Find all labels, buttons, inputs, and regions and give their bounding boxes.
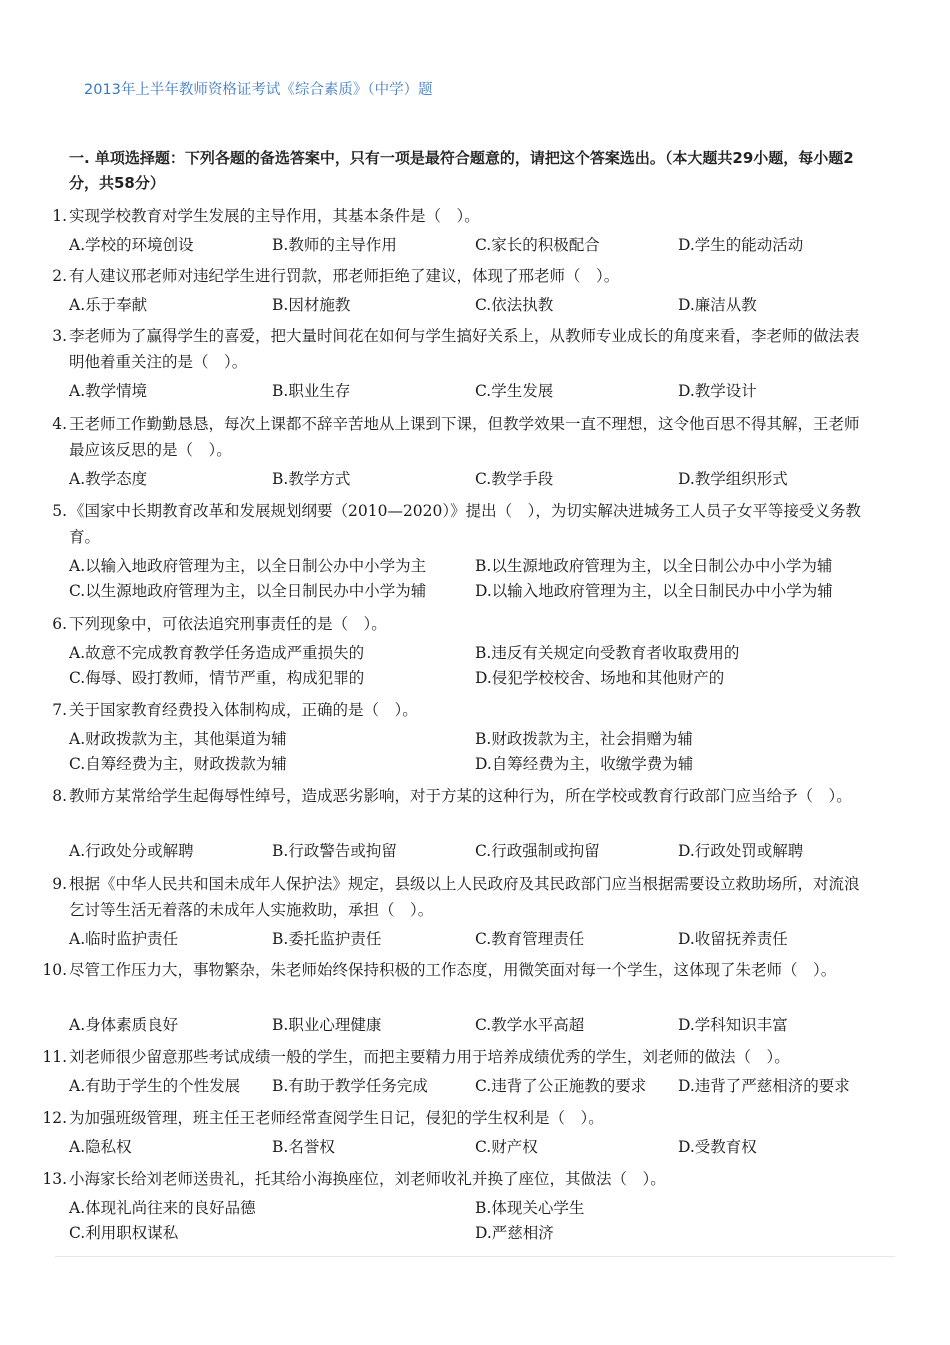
question-text: 尽管工作压力大，事物繁杂，朱老师始终保持积极的工作态度，用微笑面对每一个学生，这体现了朱老师（ ）。 [69, 961, 837, 979]
question-number: 11. [42, 1048, 67, 1066]
answer-option: A.行政处分或解聘 [69, 842, 194, 860]
question-stem [52, 783, 874, 809]
question-stem [52, 323, 874, 375]
question-stem [42, 1105, 874, 1131]
question-number: 3. [52, 327, 67, 345]
answer-option: D.廉洁从教 [678, 296, 757, 314]
answer-option: C.行政强制或拘留 [475, 842, 600, 860]
question-stem [52, 697, 874, 723]
question-stem [42, 957, 874, 983]
question-stem [52, 611, 874, 637]
answer-option: B.职业生存 [272, 382, 351, 400]
answer-option: A.隐私权 [69, 1138, 132, 1156]
answer-option: A.教学态度 [69, 470, 148, 488]
answer-option: D.侵犯学校校舍、场地和其他财产的 [475, 669, 725, 687]
answer-option: A.教学情境 [69, 382, 148, 400]
question-number: 2. [52, 267, 67, 285]
question-stem [52, 871, 874, 923]
question-number: 6. [52, 615, 67, 633]
question-stem [52, 203, 874, 229]
answer-option: B.教学方式 [272, 470, 351, 488]
question-text: 有人建议邢老师对违纪学生进行罚款，邢老师拒绝了建议，体现了邢老师（ ）。 [69, 267, 620, 285]
answer-option: C.教学水平高超 [475, 1016, 585, 1034]
question-number: 10. [42, 961, 67, 979]
answer-option: A.故意不完成教育教学任务造成严重损失的 [69, 644, 365, 662]
answer-option: D.以输入地政府管理为主，以全日制民办中小学为辅 [475, 582, 833, 600]
question-stem [42, 1166, 874, 1192]
answer-option: A.有助于学生的个性发展 [69, 1077, 241, 1095]
answer-option: C.学生发展 [475, 382, 554, 400]
question-number: 5. [52, 502, 67, 520]
answer-option: C.教育管理责任 [475, 930, 585, 948]
answer-option: C.依法执教 [475, 296, 554, 314]
question-text: 教师方某常给学生起侮辱性绰号，造成恶劣影响，对于方某的这种行为，所在学校或教育行政部门应当给予（ ）。 [69, 787, 852, 805]
answer-option: B.以生源地政府管理为主，以全日制公办中小学为辅 [475, 557, 833, 575]
answer-option: A.财政拨款为主，其他渠道为辅 [69, 730, 287, 748]
answer-option: B.行政警告或拘留 [272, 842, 397, 860]
question-text: 李老师为了赢得学生的喜爱，把大量时间花在如何与学生搞好关系上，从教师专业成长的角度来看，李老师的做法表明他着重关注的是（ ）。 [69, 327, 860, 371]
question-stem [52, 411, 874, 463]
answer-option: D.收留抚养责任 [678, 930, 788, 948]
answer-option: D.学生的能动活动 [678, 236, 804, 254]
answer-option: D.学科知识丰富 [678, 1016, 788, 1034]
question-number: 9. [52, 875, 67, 893]
answer-option: B.职业心理健康 [272, 1016, 382, 1034]
section-heading: 一. 单项选择题：下列各题的备选答案中，只有一项是最符合题意的，请把这个答案选出。（本大题共29小题，每小题2分，共58分） [69, 149, 854, 192]
answer-option: D.教学设计 [678, 382, 757, 400]
answer-option: C.利用职权谋私 [69, 1224, 179, 1242]
answer-option: C.自筹经费为主，财政拨款为辅 [69, 755, 287, 773]
answer-option: C.家长的积极配合 [475, 236, 600, 254]
answer-option: A.以输入地政府管理为主，以全日制公办中小学为主 [69, 557, 427, 575]
question-text: 《国家中长期教育改革和发展规划纲要（2010—2020）》提出（ ），为切实解决进城务工人员子女平等接受义务教育。 [69, 502, 861, 546]
answer-option: A.学校的环境创设 [69, 236, 194, 254]
answer-option: B.教师的主导作用 [272, 236, 397, 254]
answer-option: A.乐于奉献 [69, 296, 148, 314]
question-text: 王老师工作勤勤恳恳，每次上课都不辞辛苦地从上课到下课，但教学效果一直不理想，这令他百思不得其解，王老师最应该反思的是（ ）。 [69, 415, 860, 459]
answer-option: D.行政处罚或解聘 [678, 842, 804, 860]
page-divider [55, 1256, 895, 1257]
answer-option: C.财产权 [475, 1138, 538, 1156]
question-number: 4. [52, 415, 67, 433]
answer-option: B.违反有关规定向受教育者收取费用的 [475, 644, 740, 662]
answer-option: A.临时监护责任 [69, 930, 179, 948]
answer-option: D.受教育权 [678, 1138, 757, 1156]
answer-option: B.因材施教 [272, 296, 351, 314]
question-number: 13. [42, 1170, 67, 1188]
question-text: 根据《中华人民共和国未成年人保护法》规定，县级以上人民政府及其民政部门应当根据需要设立救助场所，对流浪乞讨等生活无着落的未成年人实施救助，承担（ ）。 [69, 875, 860, 919]
answer-option: C.以生源地政府管理为主，以全日制民办中小学为辅 [69, 582, 427, 600]
question-text: 为加强班级管理，班主任王老师经常查阅学生日记，侵犯的学生权利是（ ）。 [69, 1109, 604, 1127]
question-stem [52, 263, 874, 289]
answer-option: C.侮辱、殴打教师，情节严重，构成犯罪的 [69, 669, 365, 687]
question-text: 下列现象中，可依法追究刑事责任的是（ ）。 [69, 615, 387, 633]
question-text: 实现学校教育对学生发展的主导作用，其基本条件是（ ）。 [69, 207, 480, 225]
question-text: 关于国家教育经费投入体制构成，正确的是（ ）。 [69, 701, 418, 719]
answer-option: D.教学组织形式 [678, 470, 788, 488]
answer-option: A.体现礼尚往来的良好品德 [69, 1199, 256, 1217]
answer-option: B.体现关心学生 [475, 1199, 585, 1217]
question-number: 1. [52, 207, 67, 225]
question-stem [42, 1044, 874, 1070]
answer-option: B.财政拨款为主，社会捐赠为辅 [475, 730, 693, 748]
answer-option: B.委托监护责任 [272, 930, 382, 948]
answer-option: A.身体素质良好 [69, 1016, 179, 1034]
answer-option: D.自筹经费为主，收缴学费为辅 [475, 755, 694, 773]
answer-option: C.教学手段 [475, 470, 554, 488]
answer-option: D.违背了严慈相济的要求 [678, 1077, 850, 1095]
question-number: 7. [52, 701, 67, 719]
document-title: 2013年上半年教师资格证考试《综合素质》（中学）题 [84, 82, 433, 98]
answer-option: D.严慈相济 [475, 1224, 554, 1242]
answer-option: B.名誉权 [272, 1138, 335, 1156]
question-text: 小海家长给刘老师送贵礼，托其给小海换座位，刘老师收礼并换了座位，其做法（ ）。 [69, 1170, 666, 1188]
question-number: 12. [42, 1109, 67, 1127]
answer-option: C.违背了公正施教的要求 [475, 1077, 647, 1095]
question-number: 8. [52, 787, 67, 805]
question-text: 刘老师很少留意那些考试成绩一般的学生，而把主要精力用于培养成绩优秀的学生，刘老师的做法（ ）。 [69, 1048, 790, 1066]
question-stem [52, 498, 874, 550]
answer-option: B.有助于教学任务完成 [272, 1077, 428, 1095]
